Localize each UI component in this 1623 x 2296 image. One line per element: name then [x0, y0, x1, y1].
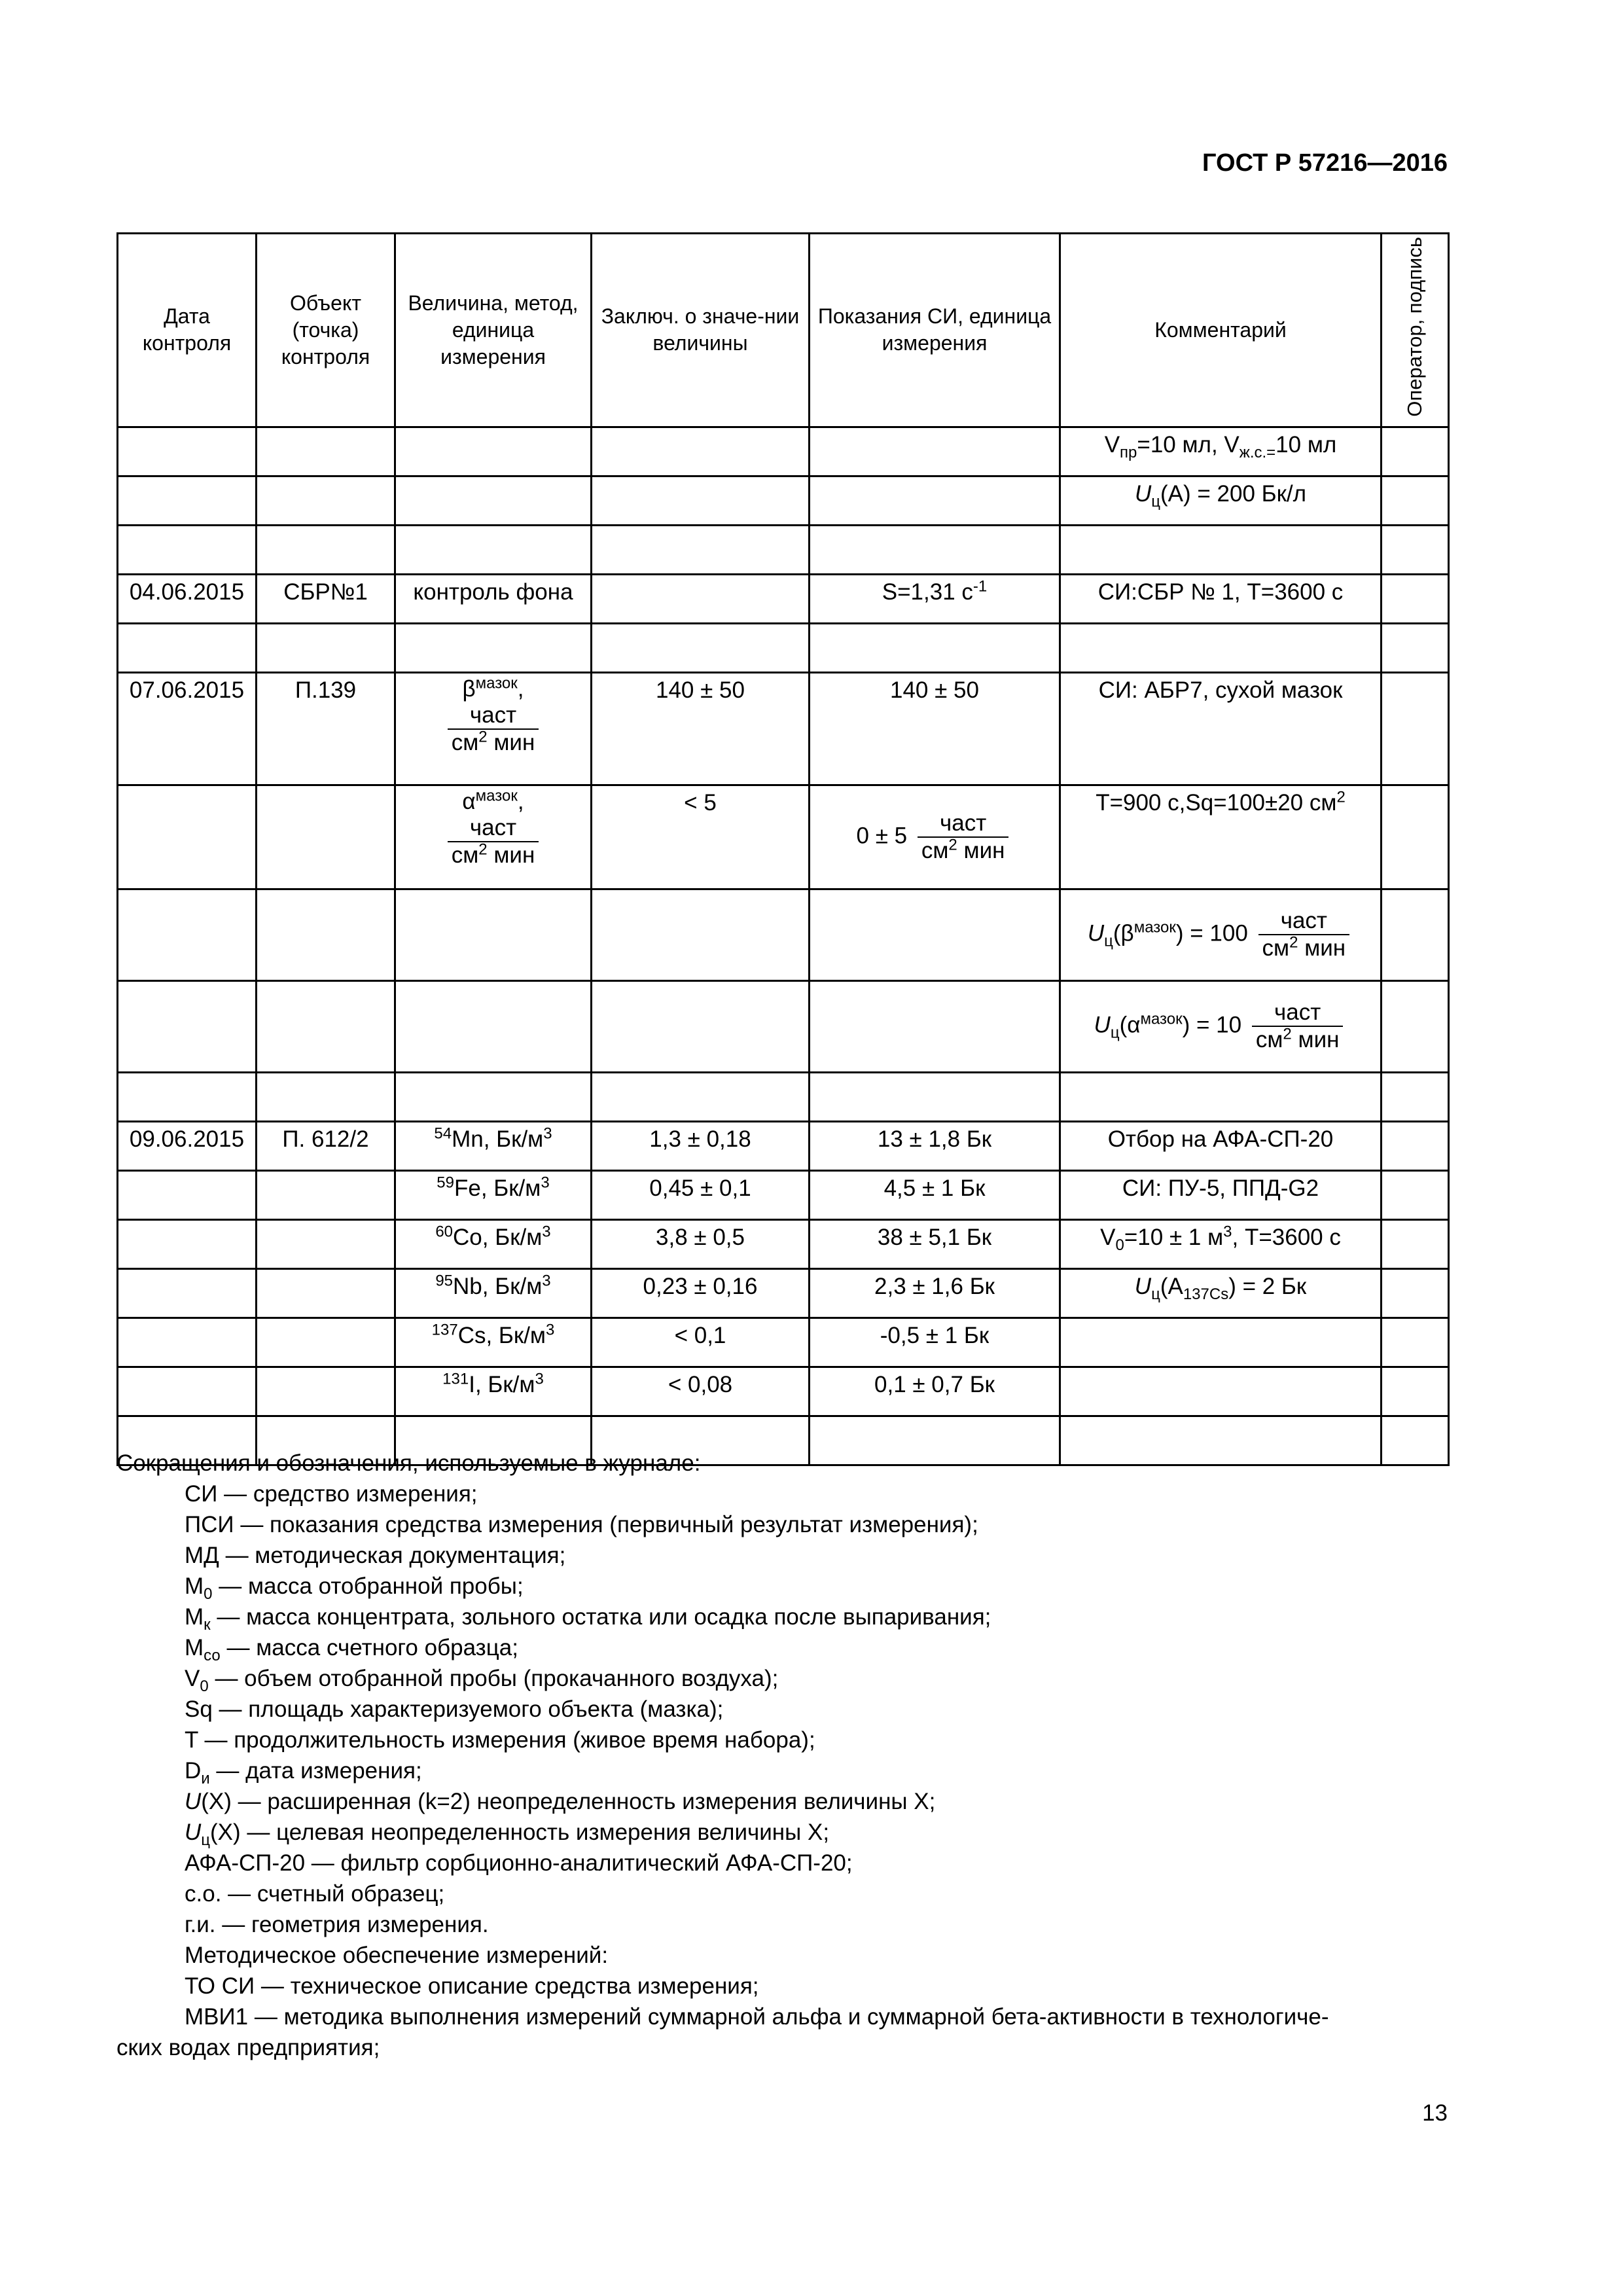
note-line: $M_0$ — масса отобранной пробы; [185, 1573, 524, 1603]
control-journal-table [116, 232, 1450, 1466]
quantity-cell: $^{54}$Mn, $Бк/м^3$ [395, 1121, 592, 1170]
comment-cell: $U_ц(\alpha^{мазок}) = 10$ $\frac{\text{част}}{см^2 мин}$ [1060, 980, 1382, 1072]
document-code: ГОСТ Р 57216—2016 [1202, 149, 1448, 177]
comment-cell: Отбор на АФА-СП-20 [1060, 1121, 1382, 1170]
note-line: $V_0$ — объем отобранной пробы (прокачанного воздуха); [185, 1666, 779, 1695]
table-row [118, 1121, 1449, 1170]
conclusion-cell: < 5 [592, 785, 810, 889]
comment-cell: СИ:СБР № 1, Т=3600 с [1060, 574, 1382, 623]
note-line: $D_и$ — дата измерения; [185, 1758, 422, 1787]
note-line: АФА-СП-20 — фильтр сорбционно-аналитический АФА-СП-20; [185, 1850, 853, 1876]
table-row [118, 1367, 1449, 1416]
table-row [118, 1072, 1449, 1121]
object-cell: П. 612/2 [257, 1121, 395, 1170]
conclusion-cell: < 0,08 [592, 1367, 810, 1416]
note-line: ТО СИ — техническое описание средства измерения; [185, 1973, 759, 1999]
header-date: Дата контроля [118, 234, 257, 427]
date-cell: 09.06.2015 [118, 1121, 257, 1170]
comment-cell: СИ: АБР7, сухой мазок [1060, 672, 1382, 785]
readings-cell: S=1,31 $с^{-1}$ [810, 574, 1060, 623]
header-comment: Комментарий [1060, 234, 1382, 427]
comment-cell: СИ: ПУ-5, ППД-G2 [1060, 1170, 1382, 1219]
unit-fraction: $\frac{\text{част}}{см^2 мин}$ [1258, 908, 1350, 961]
date-cell: 04.06.2015 [118, 574, 257, 623]
readings-cell: 2,3 ± 1,6 Бк [810, 1268, 1060, 1318]
unit-fraction: $\frac{\text{част}}{см^2 мин}$ [448, 702, 539, 756]
conclusion-cell: < 0,1 [592, 1318, 810, 1367]
quantity-cell: $^{60}$Co, $Бк/м^3$ [395, 1219, 592, 1268]
comment-cell: $V_{пр}=10$ мл, $V_{ж.с.=}10$ мл [1060, 427, 1382, 476]
header-conclusion: Заключ. о значе-нии величины [592, 234, 810, 427]
comment-cell: $U_ц(\beta^{мазок}) = 100$ $\frac{\text{част}}{см^2 мин}$ [1060, 889, 1382, 980]
comment-cell: $U_ц(A_{137Cs}) = 2$ Бк [1060, 1268, 1382, 1318]
table-row [118, 1219, 1449, 1268]
quantity-cell: $^{137}$Cs, $Бк/м^3$ [395, 1318, 592, 1367]
table-row [118, 1170, 1449, 1219]
table-row [118, 623, 1449, 672]
table-row [118, 980, 1449, 1072]
table-row [118, 574, 1449, 623]
readings-cell: -0,5 ± 1 Бк [810, 1318, 1060, 1367]
header-object: Объект (точка) контроля [257, 234, 395, 427]
abbreviations-notes [116, 1448, 1448, 2063]
readings-cell: 0,1 ± 0,7 Бк [810, 1367, 1060, 1416]
unit-fraction: $\frac{\text{част}}{см^2 мин}$ [1252, 999, 1344, 1053]
note-line: МД — методическая документация; [185, 1543, 566, 1568]
comment-cell: $V_0=10 \pm 1$ $м^3$, Т=3600 с [1060, 1219, 1382, 1268]
readings-cell: 4,5 ± 1 Бк [810, 1170, 1060, 1219]
date-cell: 07.06.2015 [118, 672, 257, 785]
quantity-cell: контроль фона [395, 574, 592, 623]
table-row [118, 476, 1449, 525]
conclusion-cell: 140 ± 50 [592, 672, 810, 785]
comment-cell: Т=900 с,Sq=100±20 $см^2$ [1060, 785, 1382, 889]
note-line: ПСИ — показания средства измерения (первичный результат измерения); [185, 1512, 978, 1537]
table-row [118, 672, 1449, 785]
note-line: Методическое обеспечение измерений: [185, 1943, 609, 1968]
header-operator-label: Оператор, подпись [1403, 237, 1426, 417]
header-row [118, 234, 1449, 427]
conclusion-cell: 0,23 ± 0,16 [592, 1268, 810, 1318]
conclusion-cell: 0,45 ± 0,1 [592, 1170, 810, 1219]
quantity-cell: $^{95}$Nb, $Бк/м^3$ [395, 1268, 592, 1318]
header-readings: Показания СИ, единица измерения [810, 234, 1060, 427]
readings-cell: 13 ± 1,8 Бк [810, 1121, 1060, 1170]
object-cell: СБР№1 [257, 574, 395, 623]
notes-intro: Сокращения и обозначения, используемые в журнале: [116, 1450, 701, 1476]
note-line: с.о. — счетный образец; [185, 1881, 445, 1907]
note-line: T — продолжительность измерения (живое время набора); [185, 1727, 815, 1753]
page-number: 13 [1422, 2100, 1448, 2126]
quantity-cell: $\alpha^{мазок}$, $\frac{\text{част}}{см^2 мин}$ [395, 785, 592, 889]
quantity-cell: $^{59}$Fe, $Бк/м^3$ [395, 1170, 592, 1219]
note-line: $U_ц(X)$ — целевая неопределенность измерения величины X; [185, 1820, 830, 1849]
quantity-cell: $\beta^{мазок}$, $\frac{\text{част}}{см^2 мин}$ [395, 672, 592, 785]
note-line: Sq — площадь характеризуемого объекта (мазка); [185, 1696, 724, 1722]
header-quantity: Величина, метод, единица измерения [395, 234, 592, 427]
note-line: СИ — средство измерения; [185, 1481, 478, 1507]
note-line: г.и. — геометрия измерения. [185, 1912, 489, 1937]
quantity-cell: $^{131}$I, $Бк/м^3$ [395, 1367, 592, 1416]
table-row [118, 1268, 1449, 1318]
readings-cell: 0 ± 5 $\frac{\text{част}}{см^2 мин}$ [810, 785, 1060, 889]
unit-fraction: $\frac{\text{част}}{см^2 мин}$ [918, 810, 1009, 864]
table-row [118, 1318, 1449, 1367]
note-line: ских водах предприятия; [116, 2035, 380, 2060]
table-row [118, 427, 1449, 476]
table-row [118, 889, 1449, 980]
table-row [118, 785, 1449, 889]
conclusion-cell: 1,3 ± 0,18 [592, 1121, 810, 1170]
note-line: $M_к$ — масса концентрата, зольного остатка или осадка после выпаривания; [185, 1604, 991, 1634]
note-line: МВИ1 — методика выполнения измерений суммарной альфа и суммарной бета-активности в технологиче- [185, 2004, 1329, 2030]
note-line: U(X) — расширенная (k=2) неопределенность измерения величины X; [185, 1789, 936, 1814]
readings-cell: 140 ± 50 [810, 672, 1060, 785]
unit-fraction: $\frac{\text{част}}{см^2 мин}$ [448, 815, 539, 869]
header-operator [1382, 234, 1449, 427]
note-line: $M_{со}$ — масса счетного образца; [185, 1635, 518, 1664]
comment-cell: $U_ц(A) = 200$ Бк/л [1060, 476, 1382, 525]
table-row [118, 525, 1449, 574]
readings-cell: 38 ± 5,1 Бк [810, 1219, 1060, 1268]
object-cell: П.139 [257, 672, 395, 785]
conclusion-cell: 3,8 ± 0,5 [592, 1219, 810, 1268]
